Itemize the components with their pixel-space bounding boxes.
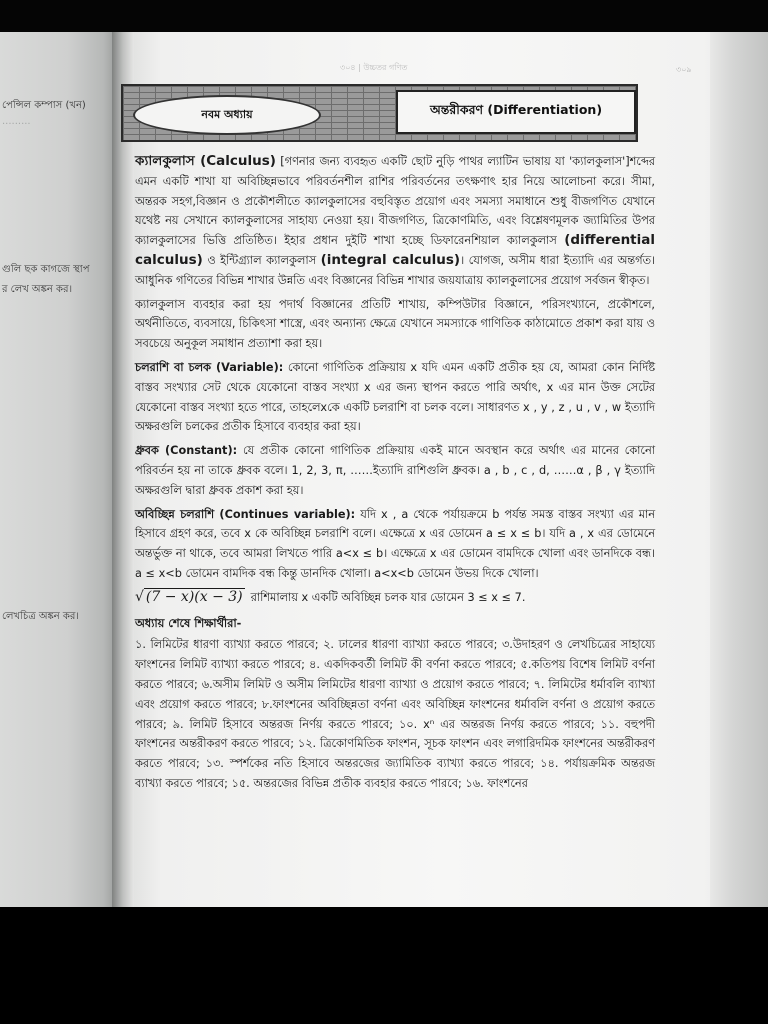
book-gutter — [112, 32, 134, 907]
square-root-expression: √ (7 − x)(x − 3) — [135, 588, 243, 605]
radicand: (7 − x)(x − 3) — [145, 588, 243, 605]
calculus-term: ক্যালকুলাস (Calculus) — [135, 153, 276, 169]
continuous-variable-term: অবিচ্ছিন্ন চলরাশি (Continues variable): — [135, 507, 356, 521]
formula-text: রাশিমালায় x একটি অবিচ্ছিন্ন চলক যার ডোমেন 3 ≤ x ≤ 7. — [250, 590, 526, 604]
variable-paragraph — [135, 358, 655, 437]
continuous-variable-text: যদি x , a থেকে পর্যায়ক্রমে b পর্যন্ত সমস্ত বাস্তব সংখ্যা এর মান হিসাবে গ্রহণ করে, তবে x কে অবিচ্ছিন্ন চলরাশি বলে। এক্ষেত্রে x এর ডোমেন a ≤ x ≤ b। যদি a , x এর ডোমেনে অন্তর্ভুক্ত না থাকে, তবে আমরা লিখতে পারি a<x ≤ b। এক্ষেত্রে x এর ডোমেন বামদিকে খোলা এবং ডানদিকে বন্ধ। a ≤ x<b ডোমেন বামদিক বন্ধ কিন্তু ডানদিক খোলা। a<x<b ডোমেন উভয় দিকে খোলা। — [135, 507, 655, 580]
domain-formula — [135, 588, 655, 608]
left-page-line: লেখচিত্র অঙ্কন কর। — [2, 611, 79, 622]
calculus-text-b: ও ইন্টিগ্র্যাল ক্যালকুলাস — [202, 253, 321, 267]
differential-calculus-term: (differential calculus) — [135, 232, 655, 268]
page-number: ৩০৯ — [676, 65, 692, 74]
constant-paragraph — [135, 441, 655, 500]
learning-outcomes-list: ১. লিমিটের ধারণা ব্যাখ্যা করতে পারবে; ২. ঢালের ধারণা ব্যাখ্যা করতে পারবে; ৩.উদাহরণ ও লেখচিত্রের সাহায্যে ফাংশনের লিমিট ব্যাখ্যা করতে পারবে; ৪. একদিকবর্তী লিমিট কী বর্ণনা করতে পারবে; ৫.কতিপয় বিশেষ লিমিট বর্ণনা করতে পারবে; ৬.অসীম লিমিট ও অসীম লিমিটের ধারণা ব্যাখ্যা ও প্রয়োগ করতে পারবে; ৭. লিমিটের ধর্মাবলি ব্যাখ্যা এবং প্রয়োগ করতে পারবে; ৮.ফাংশনের অবিচ্ছিন্নতা বর্ণনা এবং অবিচ্ছিন্ন ফাংশনের ধর্মাবলি বর্ণনা ও প্রয়োগ করতে পারবে; ৯. লিমিট হিসাবে অন্তরজ নির্ণয় করতে পারবে; ১০. xⁿ এর অন্তরজ নির্ণয় করতে পারবে; ১১. বহুপদী ফাংশনের অন্তরীকরণ করতে পারবে; ১২. ত্রিকোণমিতিক ফাংশন, সূচক ফাংশন এবং লগারিদমিক ফাংশনের অন্তরীকরণ করতে পারবে; ১৩. স্পর্শকের নতি হিসাবে অন্তরজের জ্যামিতিক ব্যাখ্যা করতে পারবে; ১৪. পর্যায়ক্রমিক অন্তরজ ব্যাখ্যা করতে পারবে; ১৫. অন্তরজের বিভিন্ন প্রতীক ব্যবহার করতে পারবে; ১৬. ফাংশনের — [135, 638, 655, 790]
left-page — [0, 32, 122, 907]
page-edge — [710, 32, 768, 907]
continuous-variable-paragraph — [135, 505, 655, 584]
variable-term: চলরাশি বা চলক (Variable): — [135, 360, 284, 374]
left-page-line-faint: ......... — [2, 116, 31, 127]
calculus-text-c: । যোগজ, অসীম ধারা ইত্যাদি এর অন্তর্গত। আধুনিক গণিতের বিভিন্ন শাখার উন্নতি এবং বিজ্ঞানের বিভিন্ন শাখার জয়যাত্রায় ক্যালকুলাসের প্রয়োগ সর্বজন স্বীকৃত। — [135, 253, 655, 287]
calculus-usage-paragraph: ক্যালকুলাস ব্যবহার করা হয় পদার্থ বিজ্ঞানের প্রতিটি শাখায়, কম্পিউটার বিজ্ঞানে, পরিসংখ্যানে, প্রকৌশলে, অর্থনীতিতে, ব্যবসায়ে, চিকিৎসা শাস্ত্রে, এবং অন্যান্য ক্ষেত্রে যেখানে সমস্যাকে গাণিতিক কাঠামোতে প্রকাশ করা যায় ও সবচেয়ে অনুকূল সমাধান প্রত্যাশা করা হয়। — [135, 297, 655, 351]
bleed-through-header: ৩০৪ | উচ্চতর গণিত — [340, 63, 408, 72]
calculus-text-a: [গণনার জন্য ব্যবহৃত একটি ছোট নুড়ি পাথর ল্যাটিন ভাষায় যা 'ক্যালকুলাস']শব্দের এমন একটি শাখা যা অবিচ্ছিন্নভাবে পরিবর্তনশীল রাশির পরিবর্তনের তৎক্ষণাৎ হার নিয়ে আলোচনা করে। সীমা, অন্তরক সহগ,বিজ্ঞান ও প্রকৌশলীতে ক্যালকুলাসের বহুবিস্তৃত প্রয়োগ এবং সমস্যা সমাধানে শুধু বীজগণিত যেখানে যথেষ্ট নয় সেখানে ক্যালকুলাসের সাহায্য নেওয়া হয়। বীজগণিত, ত্রিকোণমিতি, এবং বিশ্লেষণমূলক জ্যামিতির উপর ক্যালকুলাসের ভিত্তি প্রতিষ্ঠিত। ইহার প্রধান দুইটি শাখা হচ্ছে ডিফারেনশিয়াল ক্যালকুলাস — [135, 155, 655, 248]
calculus-paragraph — [135, 152, 655, 291]
chapter-label: নবম অধ্যায় — [133, 95, 321, 135]
page-content — [135, 152, 655, 798]
constant-text: যে প্রতীক কোনো গাণিতিক প্রক্রিয়ায় একই মানে অবস্থান করে অর্থাৎ এর মানের কোনো পরিবর্তন হয় না তাকে ধ্রুবক বলে। 1, 2, 3, π, ……ইত্যাদি রাশিগুলি ধ্রুবক। a , b , c , d, ……α , β , γ ইত্যাদি অক্ষরগুলি দ্বারা ধ্রুবক প্রকাশ করা হয়। — [135, 444, 655, 497]
integral-calculus-term: (integral calculus) — [320, 251, 461, 268]
constant-term: ধ্রুবক (Constant): — [135, 444, 238, 458]
left-page-line: গুলি ছক কাগজে স্থাপ — [2, 264, 90, 275]
chapter-title: অন্তরীকরণ (Differentiation) — [396, 90, 636, 134]
left-page-line: পেন্সিল কম্পাস (খন) — [2, 100, 86, 111]
scan-bottom-margin — [0, 907, 768, 1024]
left-page-line: র লেখ অঙ্কন কর। — [2, 284, 73, 295]
variable-text: কোনো গাণিতিক প্রক্রিয়ায় x যদি এমন একটি প্রতীক হয় যে, আমরা কোন নির্দিষ্ট বাস্তব সংখ্যার সেট থেকে যেকোনো বাস্তব সংখ্যা x এর জন্য স্থাপন করতে পারি অর্থাৎ, x এর মান উক্ত সেটের যেকোনো বাস্তব সংখ্যা হতে পারে, তাহলেxকে একটি চলরাশি বা চলক বলে। সাধারণত x , y , z , u , v , w ইত্যাদি অক্ষরগুলি চলকের প্রতীক হিসাবে ব্যবহার করা হয়। — [135, 360, 655, 434]
learning-outcomes-heading: অধ্যায় শেষে শিক্ষার্থীরা- — [135, 616, 242, 630]
